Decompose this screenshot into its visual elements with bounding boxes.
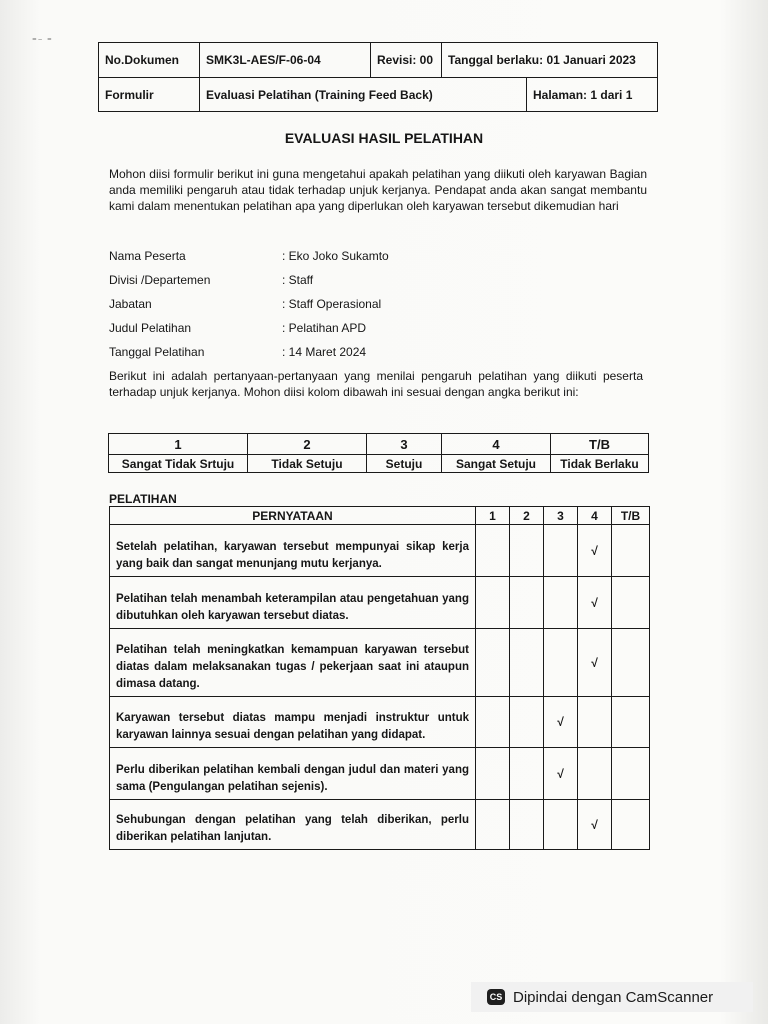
rating-scale-table bbox=[108, 433, 649, 473]
scale-label: Sangat Tidak Srtuju bbox=[109, 455, 248, 473]
page-title: EVALUASI HASIL PELATIHAN bbox=[284, 130, 484, 146]
info-value: : Eko Joko Sukamto bbox=[282, 249, 389, 263]
formulir-label: Formulir bbox=[99, 78, 200, 112]
rating-cell: √ bbox=[578, 800, 612, 850]
rating-cell: √ bbox=[578, 525, 612, 577]
col-header-tb: T/B bbox=[612, 507, 650, 525]
rating-cell bbox=[510, 697, 544, 748]
statement-cell: Pelatihan telah meningkatkan kemampuan karyawan tersebut diatas dalam melaksanakan tugas / pekerjaan saat ini ataupun dimasa datang. bbox=[110, 629, 476, 697]
rating-cell bbox=[510, 577, 544, 629]
statement-cell: Pelatihan telah menambah keterampilan atau pengetahuan yang dibutuhkan oleh karyawan tersebut diatas. bbox=[110, 577, 476, 629]
intro-paragraph: Mohon diisi formulir berikut ini guna mengetahui apakah pelatihan yang diikuti oleh karyawan Bagian anda memiliki pengaruh atau tidak terhadap unjuk kerjanya. Pendapat anda akan sangat membantu kami dalam menentukan pelatihan apa yang diperlukan oleh karyawan tersebut dikemudian hari bbox=[109, 167, 647, 213]
info-label: Nama Peserta bbox=[109, 249, 186, 263]
rating-cell bbox=[612, 800, 650, 850]
rating-cell bbox=[476, 525, 510, 577]
table-row bbox=[110, 697, 650, 748]
col-header-2: 2 bbox=[510, 507, 544, 525]
rating-cell bbox=[510, 629, 544, 697]
rating-cell bbox=[476, 748, 510, 800]
participant-info bbox=[109, 249, 389, 369]
scale-label: Setuju bbox=[367, 455, 442, 473]
info-value: : 14 Maret 2024 bbox=[282, 345, 367, 359]
scale-number: T/B bbox=[551, 434, 649, 455]
table-row bbox=[110, 800, 650, 850]
rating-cell bbox=[612, 748, 650, 800]
statement-cell: Sehubungan dengan pelatihan yang telah diberikan, perlu diberikan pelatihan lanjutan. bbox=[110, 800, 476, 850]
info-row-jabatan bbox=[109, 297, 389, 321]
rating-cell bbox=[510, 748, 544, 800]
rating-cell bbox=[510, 525, 544, 577]
info-label: Judul Pelatihan bbox=[109, 321, 192, 335]
scale-number: 1 bbox=[109, 434, 248, 455]
camscanner-watermark bbox=[471, 982, 753, 1012]
col-header-4: 4 bbox=[578, 507, 612, 525]
scale-number: 3 bbox=[367, 434, 442, 455]
info-label: Divisi /Departemen bbox=[109, 273, 211, 287]
table-row bbox=[110, 525, 650, 577]
rating-cell bbox=[612, 577, 650, 629]
rating-cell bbox=[544, 525, 578, 577]
rating-cell bbox=[476, 629, 510, 697]
rating-cell bbox=[544, 800, 578, 850]
scale-label: Tidak Berlaku bbox=[551, 455, 649, 473]
table-row bbox=[110, 748, 650, 800]
rating-cell bbox=[510, 800, 544, 850]
table-row bbox=[110, 577, 650, 629]
rating-cell bbox=[476, 577, 510, 629]
rating-cell: √ bbox=[544, 748, 578, 800]
col-header-1: 1 bbox=[476, 507, 510, 525]
statement-cell: Karyawan tersebut diatas mampu menjadi instruktur untuk karyawan lainnya sesuai dengan pelatihan yang didapat. bbox=[110, 697, 476, 748]
rating-cell bbox=[578, 748, 612, 800]
document-header-table bbox=[98, 42, 658, 112]
watermark-text: Dipindai dengan CamScanner bbox=[513, 988, 714, 1006]
info-value: : Pelatihan APD bbox=[282, 321, 367, 335]
no-dokumen-value: SMK3L-AES/F-06-04 bbox=[200, 43, 371, 78]
scale-label: Sangat Setuju bbox=[442, 455, 551, 473]
info-row-tanggal bbox=[109, 345, 389, 369]
halaman-cell: Halaman: 1 dari 1 bbox=[527, 78, 658, 112]
rating-cell bbox=[544, 577, 578, 629]
rating-cell: √ bbox=[578, 577, 612, 629]
section-title: PELATIHAN bbox=[109, 492, 177, 506]
scale-number: 2 bbox=[248, 434, 367, 455]
info-row-judul bbox=[109, 321, 389, 345]
info-label: Jabatan bbox=[109, 297, 152, 311]
statement-cell: Setelah pelatihan, karyawan tersebut mempunyai sikap kerja yang baik dan sangat menunjang mutu kerjanya. bbox=[110, 525, 476, 577]
rating-cell bbox=[476, 800, 510, 850]
rating-cell bbox=[476, 697, 510, 748]
no-dokumen-label: No.Dokumen bbox=[99, 43, 200, 78]
info-value: : Staff bbox=[282, 273, 314, 287]
scale-label: Tidak Setuju bbox=[248, 455, 367, 473]
rating-cell bbox=[578, 697, 612, 748]
info-row-divisi bbox=[109, 273, 389, 297]
col-header-pernyataan: PERNYATAAN bbox=[110, 507, 476, 525]
rating-cell: √ bbox=[544, 697, 578, 748]
instruction-paragraph: Berikut ini adalah pertanyaan-pertanyaan yang menilai pengaruh pelatihan yang diikuti peserta terhadap unjuk kerjanya. Mohon diisi kolom dibawah ini sesuai dengan angka berikut ini: bbox=[109, 369, 643, 399]
info-value: : Staff Operasional bbox=[282, 297, 382, 311]
rating-cell bbox=[612, 629, 650, 697]
evaluation-table bbox=[109, 506, 650, 850]
revisi-cell: Revisi: 00 bbox=[371, 43, 442, 78]
info-label: Tanggal Pelatihan bbox=[109, 345, 205, 359]
tanggal-berlaku-cell: Tanggal berlaku: 01 Januari 2023 bbox=[442, 43, 658, 78]
table-row bbox=[110, 629, 650, 697]
camscanner-logo-icon: CS bbox=[487, 989, 505, 1005]
corner-scan-mark: ⁼⁻ ⁼ bbox=[32, 36, 53, 46]
col-header-3: 3 bbox=[544, 507, 578, 525]
rating-cell bbox=[612, 525, 650, 577]
rating-cell bbox=[612, 697, 650, 748]
scale-number: 4 bbox=[442, 434, 551, 455]
rating-cell bbox=[544, 629, 578, 697]
info-row-nama bbox=[109, 249, 389, 273]
statement-cell: Perlu diberikan pelatihan kembali dengan judul dan materi yang sama (Pengulangan pelatihan sejenis). bbox=[110, 748, 476, 800]
rating-cell: √ bbox=[578, 629, 612, 697]
formulir-value: Evaluasi Pelatihan (Training Feed Back) bbox=[200, 78, 527, 112]
